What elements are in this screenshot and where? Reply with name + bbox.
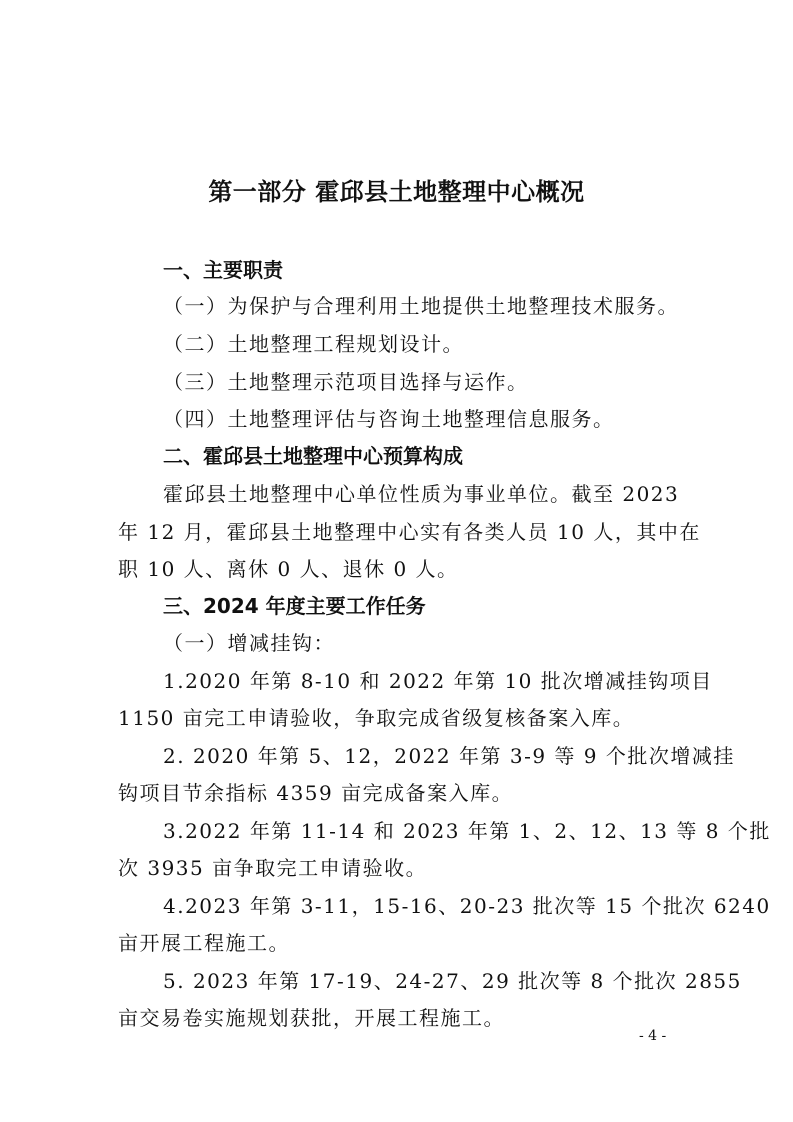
page-number: - 4 - — [639, 1028, 667, 1044]
task-4-line-1: 4.2023 年第 3-11，15-16、20-23 批次等 15 个批次 6240 — [163, 894, 771, 918]
task-2-line-2: 钩项目节余指标 4359 亩完成备案入库。 — [118, 781, 514, 805]
section-heading-budget: 二、霍邱县土地整理中心预算构成 — [163, 444, 463, 468]
task-3-line-1: 3.2022 年第 11-14 和 2023 年第 1、2、12、13 等 8 个批 — [163, 819, 771, 843]
section-heading-tasks: 三、2024 年度主要工作任务 — [163, 594, 426, 618]
task-1-line-2: 1150 亩完工申请验收，争取完成省级复核备案入库。 — [118, 706, 635, 730]
page-title: 第一部分 霍邱县土地整理中心概况 — [208, 178, 585, 206]
task-subheading: （一）增减挂钩： — [163, 631, 335, 655]
section-heading-duties: 一、主要职责 — [163, 258, 283, 282]
task-1-line-1: 1.2020 年第 8-10 和 2022 年第 10 批次增减挂钩项目 — [163, 669, 713, 693]
duty-item-4: （四）土地整理评估与咨询土地整理信息服务。 — [163, 407, 615, 431]
budget-paragraph-line-2: 年 12 月，霍邱县土地整理中心实有各类人员 10 人，其中在 — [118, 520, 701, 544]
duty-item-3: （三）土地整理示范项目选择与运作。 — [163, 370, 529, 394]
duty-item-1: （一）为保护与合理利用土地提供土地整理技术服务。 — [163, 294, 679, 318]
task-2-line-1: 2. 2020 年第 5、12，2022 年第 3-9 等 9 个批次增减挂 — [163, 744, 735, 768]
task-5-line-2: 亩交易卷实施规划获批，开展工程施工。 — [118, 1006, 505, 1030]
duty-item-2: （二）土地整理工程规划设计。 — [163, 332, 464, 356]
task-5-line-1: 5. 2023 年第 17-19、24-27、29 批次等 8 个批次 2855 — [163, 969, 742, 993]
budget-paragraph-line-3: 职 10 人、离休 0 人、退休 0 人。 — [118, 557, 459, 581]
task-3-line-2: 次 3935 亩争取完工申请验收。 — [118, 856, 428, 880]
budget-paragraph-line-1: 霍邱县土地整理中心单位性质为事业单位。截至 2023 — [163, 482, 680, 506]
task-4-line-2: 亩开展工程施工。 — [118, 931, 290, 955]
